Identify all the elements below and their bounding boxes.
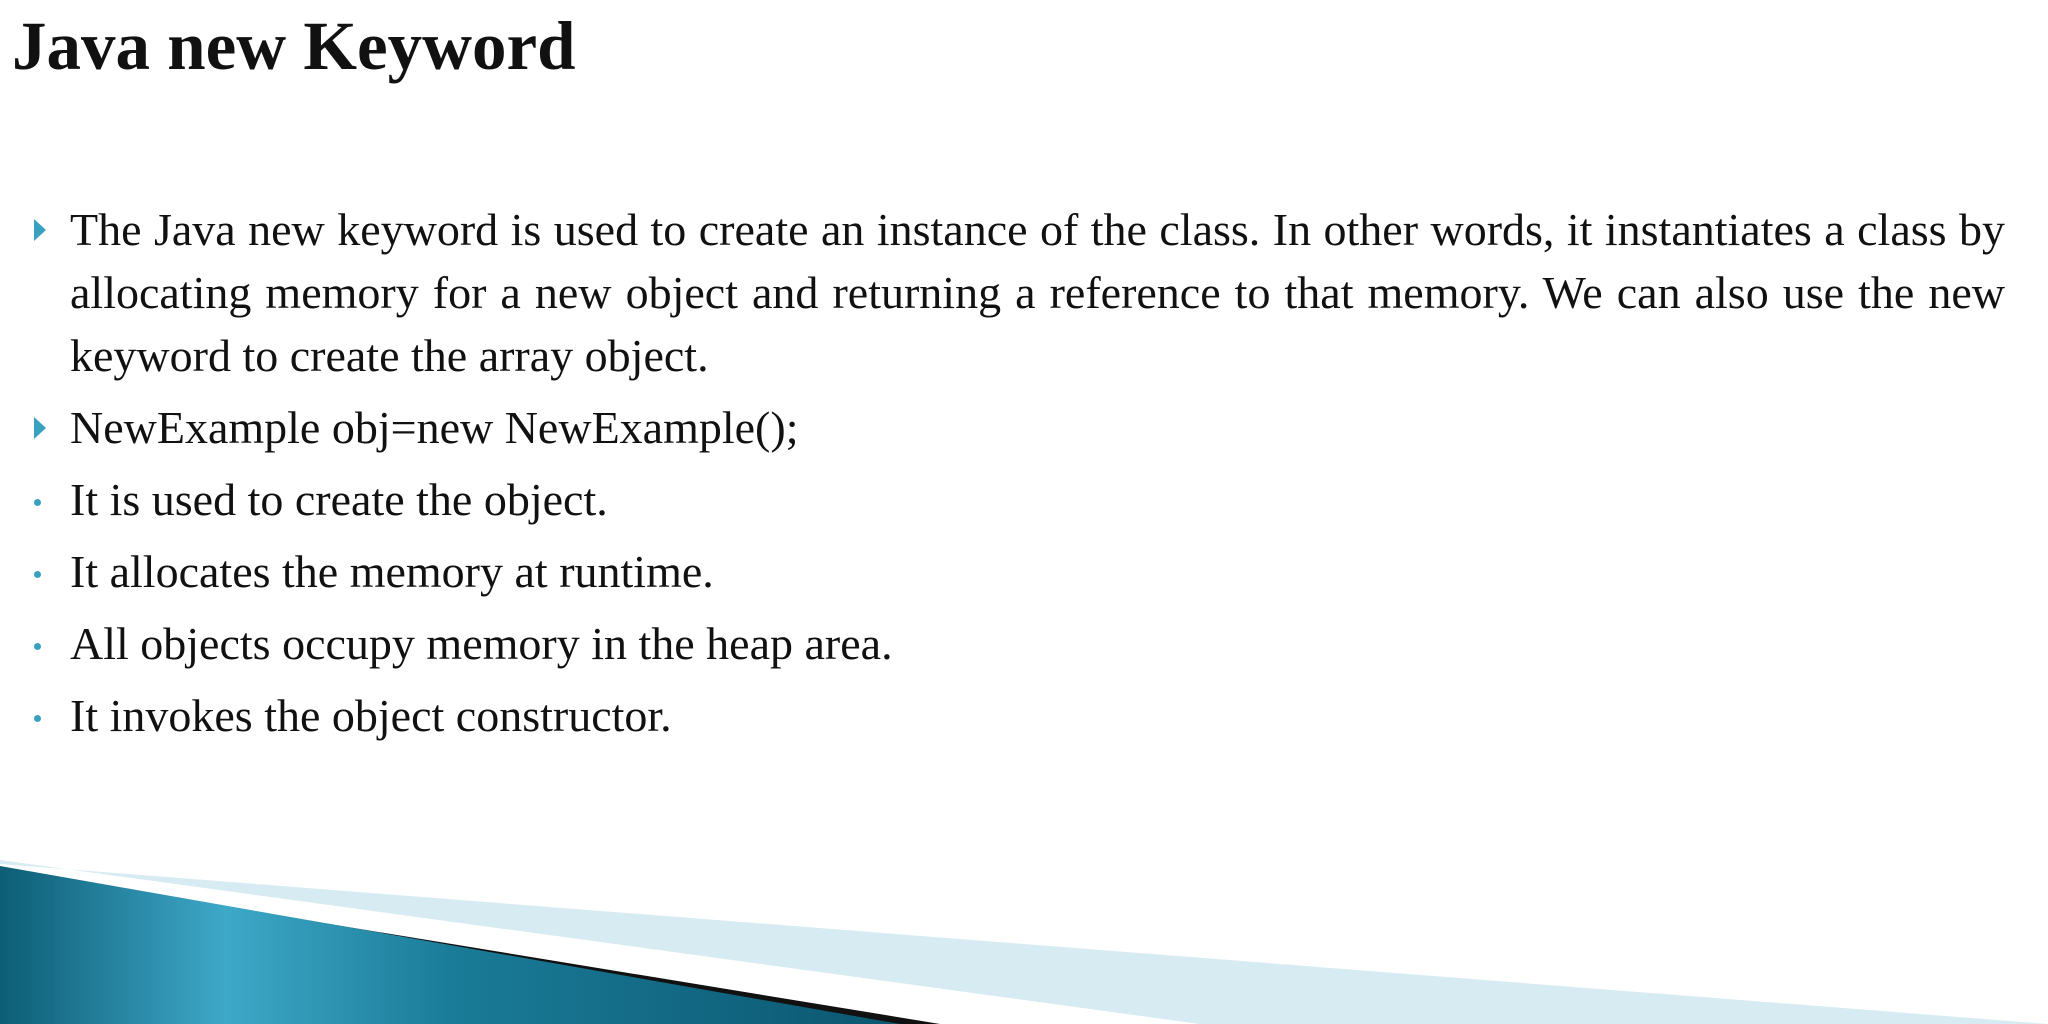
bullet-text: The Java new keyword is used to create an instance of the class. In other words, it instantiates a class by allocating memory for a new object and returning a reference to that memory. We can also use the new keyword to create the array object. [70,204,2005,381]
dot-bullet-icon [28,540,70,603]
bullet-item [28,540,2005,603]
bullet-item [28,468,2005,531]
bullet-item [28,198,2005,387]
slide-title: Java new Keyword [12,8,576,84]
bullet-text: It allocates the memory at runtime. [70,546,714,597]
bullet-text: NewExample obj=new NewExample(); [70,402,799,453]
dot-bullet-icon [28,468,70,531]
triangle-bullet-icon [28,198,70,261]
wave-decoration [0,860,2048,1024]
bullet-text: It is used to create the object. [70,474,608,525]
bullet-text: It invokes the object constructor. [70,690,672,741]
bullet-item [28,396,2005,459]
bullet-text: All objects occupy memory in the heap area. [70,618,893,669]
bullet-list [28,198,2005,756]
triangle-bullet-icon [28,396,70,459]
dot-bullet-icon [28,684,70,747]
bullet-item [28,612,2005,675]
bullet-item [28,684,2005,747]
dot-bullet-icon [28,612,70,675]
